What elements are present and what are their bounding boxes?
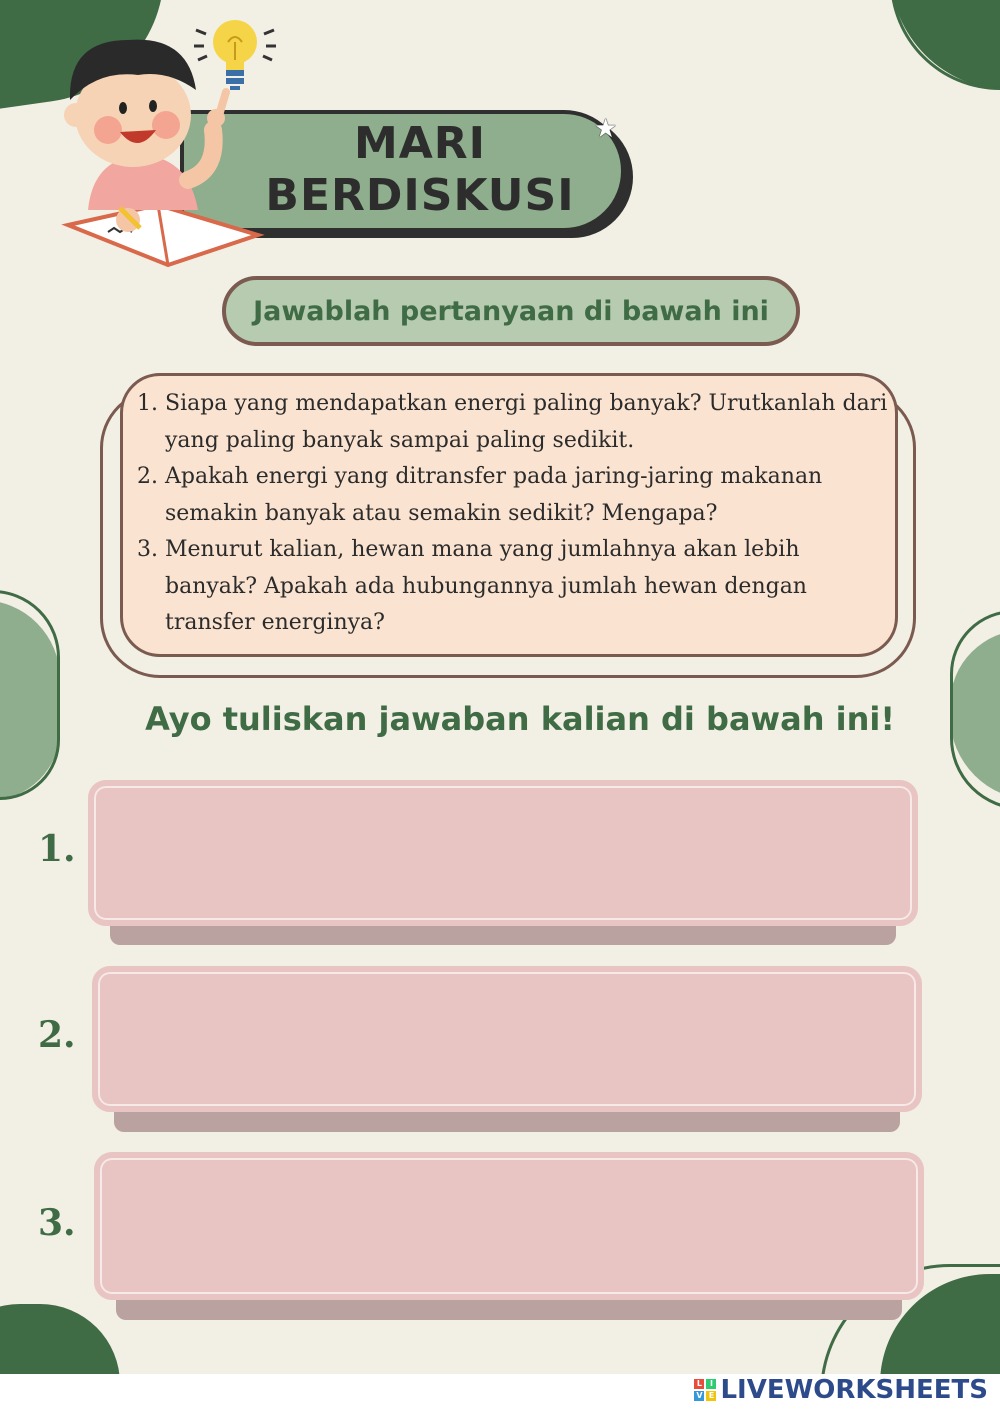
- brand-name: LIVEWORKSHEETS: [720, 1375, 988, 1405]
- star-icon: ★: [594, 114, 618, 144]
- answer-box-3: [94, 1152, 924, 1300]
- decorative-blob: [0, 1304, 120, 1384]
- question-item: [137, 532, 897, 642]
- question-list: [137, 386, 897, 642]
- question-number: 3.: [137, 537, 158, 562]
- answer-box-2: [92, 966, 922, 1112]
- decorative-outline: [0, 590, 60, 800]
- question-text: Menurut kalian, hewan mana yang jumlahnya akan lebih banyak? Apakah ada hubungannya jumlah hewan dengan transfer energinya?: [165, 537, 807, 635]
- question-number: 2.: [137, 464, 158, 489]
- answer-input-3[interactable]: [100, 1158, 918, 1294]
- answer-box-1: [88, 780, 918, 926]
- decorative-outline: [950, 610, 1000, 810]
- lightbulb-icon: [190, 12, 280, 97]
- liveworksheets-logo[interactable]: [694, 1372, 988, 1408]
- answer-number: 2.: [38, 1014, 76, 1056]
- subtitle: Jawablah pertanyaan di bawah ini: [253, 295, 769, 327]
- answer-input-2[interactable]: [98, 972, 916, 1106]
- answer-prompt: Ayo tuliskan jawaban kalian di bawah ini!: [145, 700, 895, 738]
- question-text: Siapa yang mendapatkan energi paling banyak? Urutkanlah dari yang paling banyak sampai paling sedikit.: [165, 391, 888, 453]
- question-text: Apakah energi yang ditransfer pada jaring-jaring makanan semakin banyak atau semakin sedikit? Mengapa?: [165, 464, 823, 526]
- question-number: 1.: [137, 391, 158, 416]
- page-title: MARI BERDISKUSI: [265, 118, 575, 221]
- liveworksheets-icon: L I V E: [694, 1379, 716, 1401]
- answer-number: 3.: [38, 1202, 76, 1244]
- question-item: [137, 386, 897, 459]
- answer-number: 1.: [38, 828, 76, 870]
- question-item: [137, 459, 897, 532]
- decorative-outline: [890, 0, 1000, 90]
- answer-input-1[interactable]: [94, 786, 912, 920]
